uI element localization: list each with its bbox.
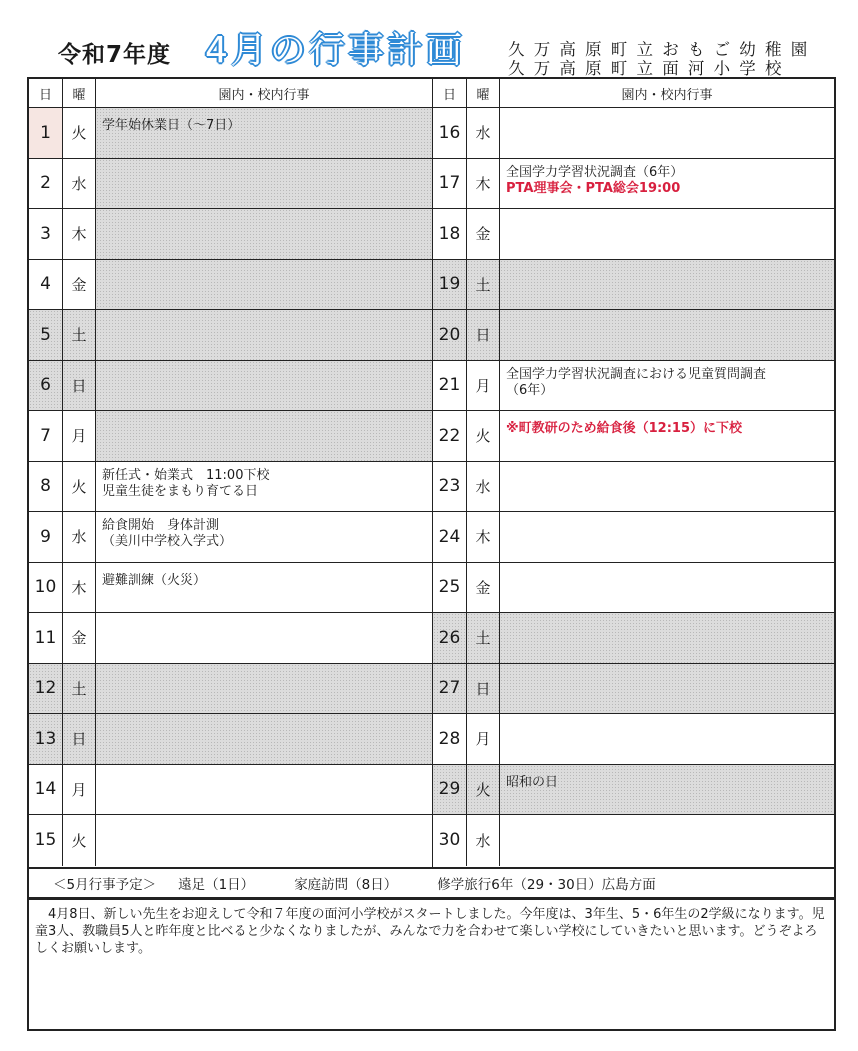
event-cell (500, 815, 834, 866)
may-plan-item-school-trip: 修学旅行6年（29・30日）広島方面 (437, 877, 656, 893)
weekday: 土 (63, 664, 96, 714)
day-number: 3 (29, 209, 63, 259)
event-cell (96, 260, 432, 310)
event-cell (96, 209, 432, 259)
message-box: 4月8日、新しい先生をお迎えして令和７年度の面河小学校がスタートしました。今年度は、3年生、5・6年生の2学級になります。児童3人、教職員5人と昨年度と比べると少なくなりましたが、みんなで力を合わせて楽しい学校にしていきたいと思います。どうぞよろしくお願いします。 (27, 899, 836, 1031)
weekday: 火 (467, 765, 500, 815)
day-number: 16 (433, 108, 467, 158)
table-row (29, 815, 432, 866)
table-row (433, 512, 834, 563)
may-plan-item-excursion: 遠足（1日） (178, 877, 255, 893)
event-text: （6年） (506, 382, 554, 398)
event-cell (96, 714, 432, 764)
day-number: 28 (433, 714, 467, 764)
day-number: 23 (433, 462, 467, 512)
school-name-kindergarten: 久万高原町立おもご幼稚園 (508, 40, 817, 59)
day-number: 8 (29, 462, 63, 512)
day-number: 29 (433, 765, 467, 815)
table-row (29, 563, 432, 614)
table-row (29, 664, 432, 715)
table-row (433, 260, 834, 311)
table-row (29, 159, 432, 210)
schedule-left-body (29, 108, 432, 866)
weekday: 金 (467, 209, 500, 259)
schedule-left-half (29, 79, 433, 867)
event-cell (96, 664, 432, 714)
table-row (29, 209, 432, 260)
may-plan-label: ＜5月行事予定＞ (53, 877, 157, 893)
weekday: 日 (63, 361, 96, 411)
event-text: 新任式・始業式 11:00下校 (102, 467, 270, 483)
table-row (433, 361, 834, 412)
weekday: 土 (467, 613, 500, 663)
table-row (29, 765, 432, 816)
event-cell (500, 563, 834, 613)
weekday: 水 (63, 159, 96, 209)
day-number: 19 (433, 260, 467, 310)
event-cell (96, 613, 432, 663)
weekday: 月 (63, 765, 96, 815)
weekday: 金 (63, 260, 96, 310)
event-highlight: ※町教研のため給食後（12:15）に下校 (506, 421, 743, 436)
event-cell (96, 563, 432, 613)
table-row (433, 310, 834, 361)
event-text: 児童生徒をまもり育てる日 (102, 483, 259, 499)
event-text: 給食開始 身体計測 (102, 518, 220, 533)
day-number: 1 (29, 108, 63, 158)
table-row (433, 209, 834, 260)
event-cell (500, 714, 834, 764)
table-row (29, 108, 432, 159)
event-cell (500, 765, 834, 815)
table-row (29, 361, 432, 412)
weekday: 火 (467, 411, 500, 461)
may-plan-item-home-visit: 家庭訪問（8日） (294, 877, 398, 893)
table-row (29, 411, 432, 462)
day-number: 2 (29, 159, 63, 209)
table-row (29, 714, 432, 765)
table-row (433, 714, 834, 765)
event-cell (96, 462, 432, 512)
day-number: 12 (29, 664, 63, 714)
event-cell (500, 411, 834, 461)
weekday: 水 (467, 108, 500, 158)
day-number: 9 (29, 512, 63, 562)
table-row (433, 462, 834, 513)
day-number: 6 (29, 361, 63, 411)
day-number: 26 (433, 613, 467, 663)
weekday: 火 (63, 815, 96, 866)
schedule-table (27, 77, 836, 869)
day-number: 14 (29, 765, 63, 815)
weekday: 金 (467, 563, 500, 613)
event-text: 避難訓練（火災） (102, 572, 207, 588)
event-cell (500, 260, 834, 310)
day-number: 4 (29, 260, 63, 310)
day-number: 7 (29, 411, 63, 461)
table-row (433, 613, 834, 664)
day-number: 25 (433, 563, 467, 613)
weekday: 木 (63, 209, 96, 259)
event-text: 昭和の日 (506, 774, 559, 790)
table-row (433, 411, 834, 462)
schedule-right-half (433, 79, 834, 867)
table-row (433, 159, 834, 210)
header-weekday: 曜 (467, 79, 500, 107)
header-events: 園内・校内行事 (621, 87, 713, 103)
day-number: 24 (433, 512, 467, 562)
event-cell (500, 664, 834, 714)
day-number: 27 (433, 664, 467, 714)
table-row (433, 765, 834, 816)
table-row (29, 260, 432, 311)
weekday: 木 (63, 563, 96, 613)
weekday: 水 (467, 462, 500, 512)
weekday: 日 (63, 714, 96, 764)
weekday: 土 (63, 310, 96, 360)
day-number: 11 (29, 613, 63, 663)
weekday: 月 (467, 714, 500, 764)
day-number: 21 (433, 361, 467, 411)
event-cell (500, 361, 834, 411)
weekday: 木 (467, 159, 500, 209)
weekday: 水 (63, 512, 96, 562)
day-number: 15 (29, 815, 63, 866)
day-number: 20 (433, 310, 467, 360)
event-highlight: PTA理事会・PTA総会19:00 (506, 180, 681, 196)
schedule-right-body (433, 108, 834, 866)
table-row (29, 512, 432, 563)
page-title: 4月の行事計画 (205, 30, 465, 71)
weekday: 日 (467, 664, 500, 714)
weekday: 月 (63, 411, 96, 461)
day-number: 22 (433, 411, 467, 461)
event-cell (96, 310, 432, 360)
event-text: 学年始休業日（〜7日） (102, 118, 241, 133)
event-cell (96, 159, 432, 209)
day-number: 30 (433, 815, 467, 866)
event-cell (96, 512, 432, 562)
event-cell (500, 108, 834, 158)
table-row (433, 108, 834, 159)
event-cell (96, 108, 432, 158)
table-header-left (29, 79, 432, 108)
event-text: 全国学力学習状況調査における児童質問調査 (506, 366, 767, 382)
weekday: 土 (467, 260, 500, 310)
event-cell (500, 209, 834, 259)
event-cell (96, 815, 432, 866)
era-label: 令和7年度 (58, 42, 172, 68)
day-number: 18 (433, 209, 467, 259)
may-plan-row (27, 869, 836, 899)
event-cell (500, 613, 834, 663)
day-number: 17 (433, 159, 467, 209)
table-row (29, 613, 432, 664)
event-cell (500, 159, 834, 209)
school-name-elementary: 久万高原町立面河小学校 (508, 59, 791, 78)
event-cell (500, 310, 834, 360)
weekday: 木 (467, 512, 500, 562)
weekday: 火 (63, 462, 96, 512)
table-header-right (433, 79, 834, 108)
event-cell (96, 765, 432, 815)
weekday: 金 (63, 613, 96, 663)
table-row (433, 664, 834, 715)
header-events: 園内・校内行事 (218, 87, 310, 103)
table-row (433, 563, 834, 614)
table-row (29, 462, 432, 513)
event-cell (500, 512, 834, 562)
weekday: 月 (467, 361, 500, 411)
day-number: 13 (29, 714, 63, 764)
table-row (433, 815, 834, 866)
header-day: 日 (433, 79, 467, 107)
table-row (29, 310, 432, 361)
event-cell (96, 361, 432, 411)
weekday: 日 (467, 310, 500, 360)
weekday: 水 (467, 815, 500, 866)
header-weekday: 曜 (63, 79, 96, 107)
day-number: 10 (29, 563, 63, 613)
header-day: 日 (29, 79, 63, 107)
event-cell (96, 411, 432, 461)
event-cell (500, 462, 834, 512)
weekday: 火 (63, 108, 96, 158)
day-number: 5 (29, 310, 63, 360)
event-text: 全国学力学習状況調査（6年） (506, 164, 684, 180)
event-text: （美川中学校入学式） (102, 534, 233, 549)
